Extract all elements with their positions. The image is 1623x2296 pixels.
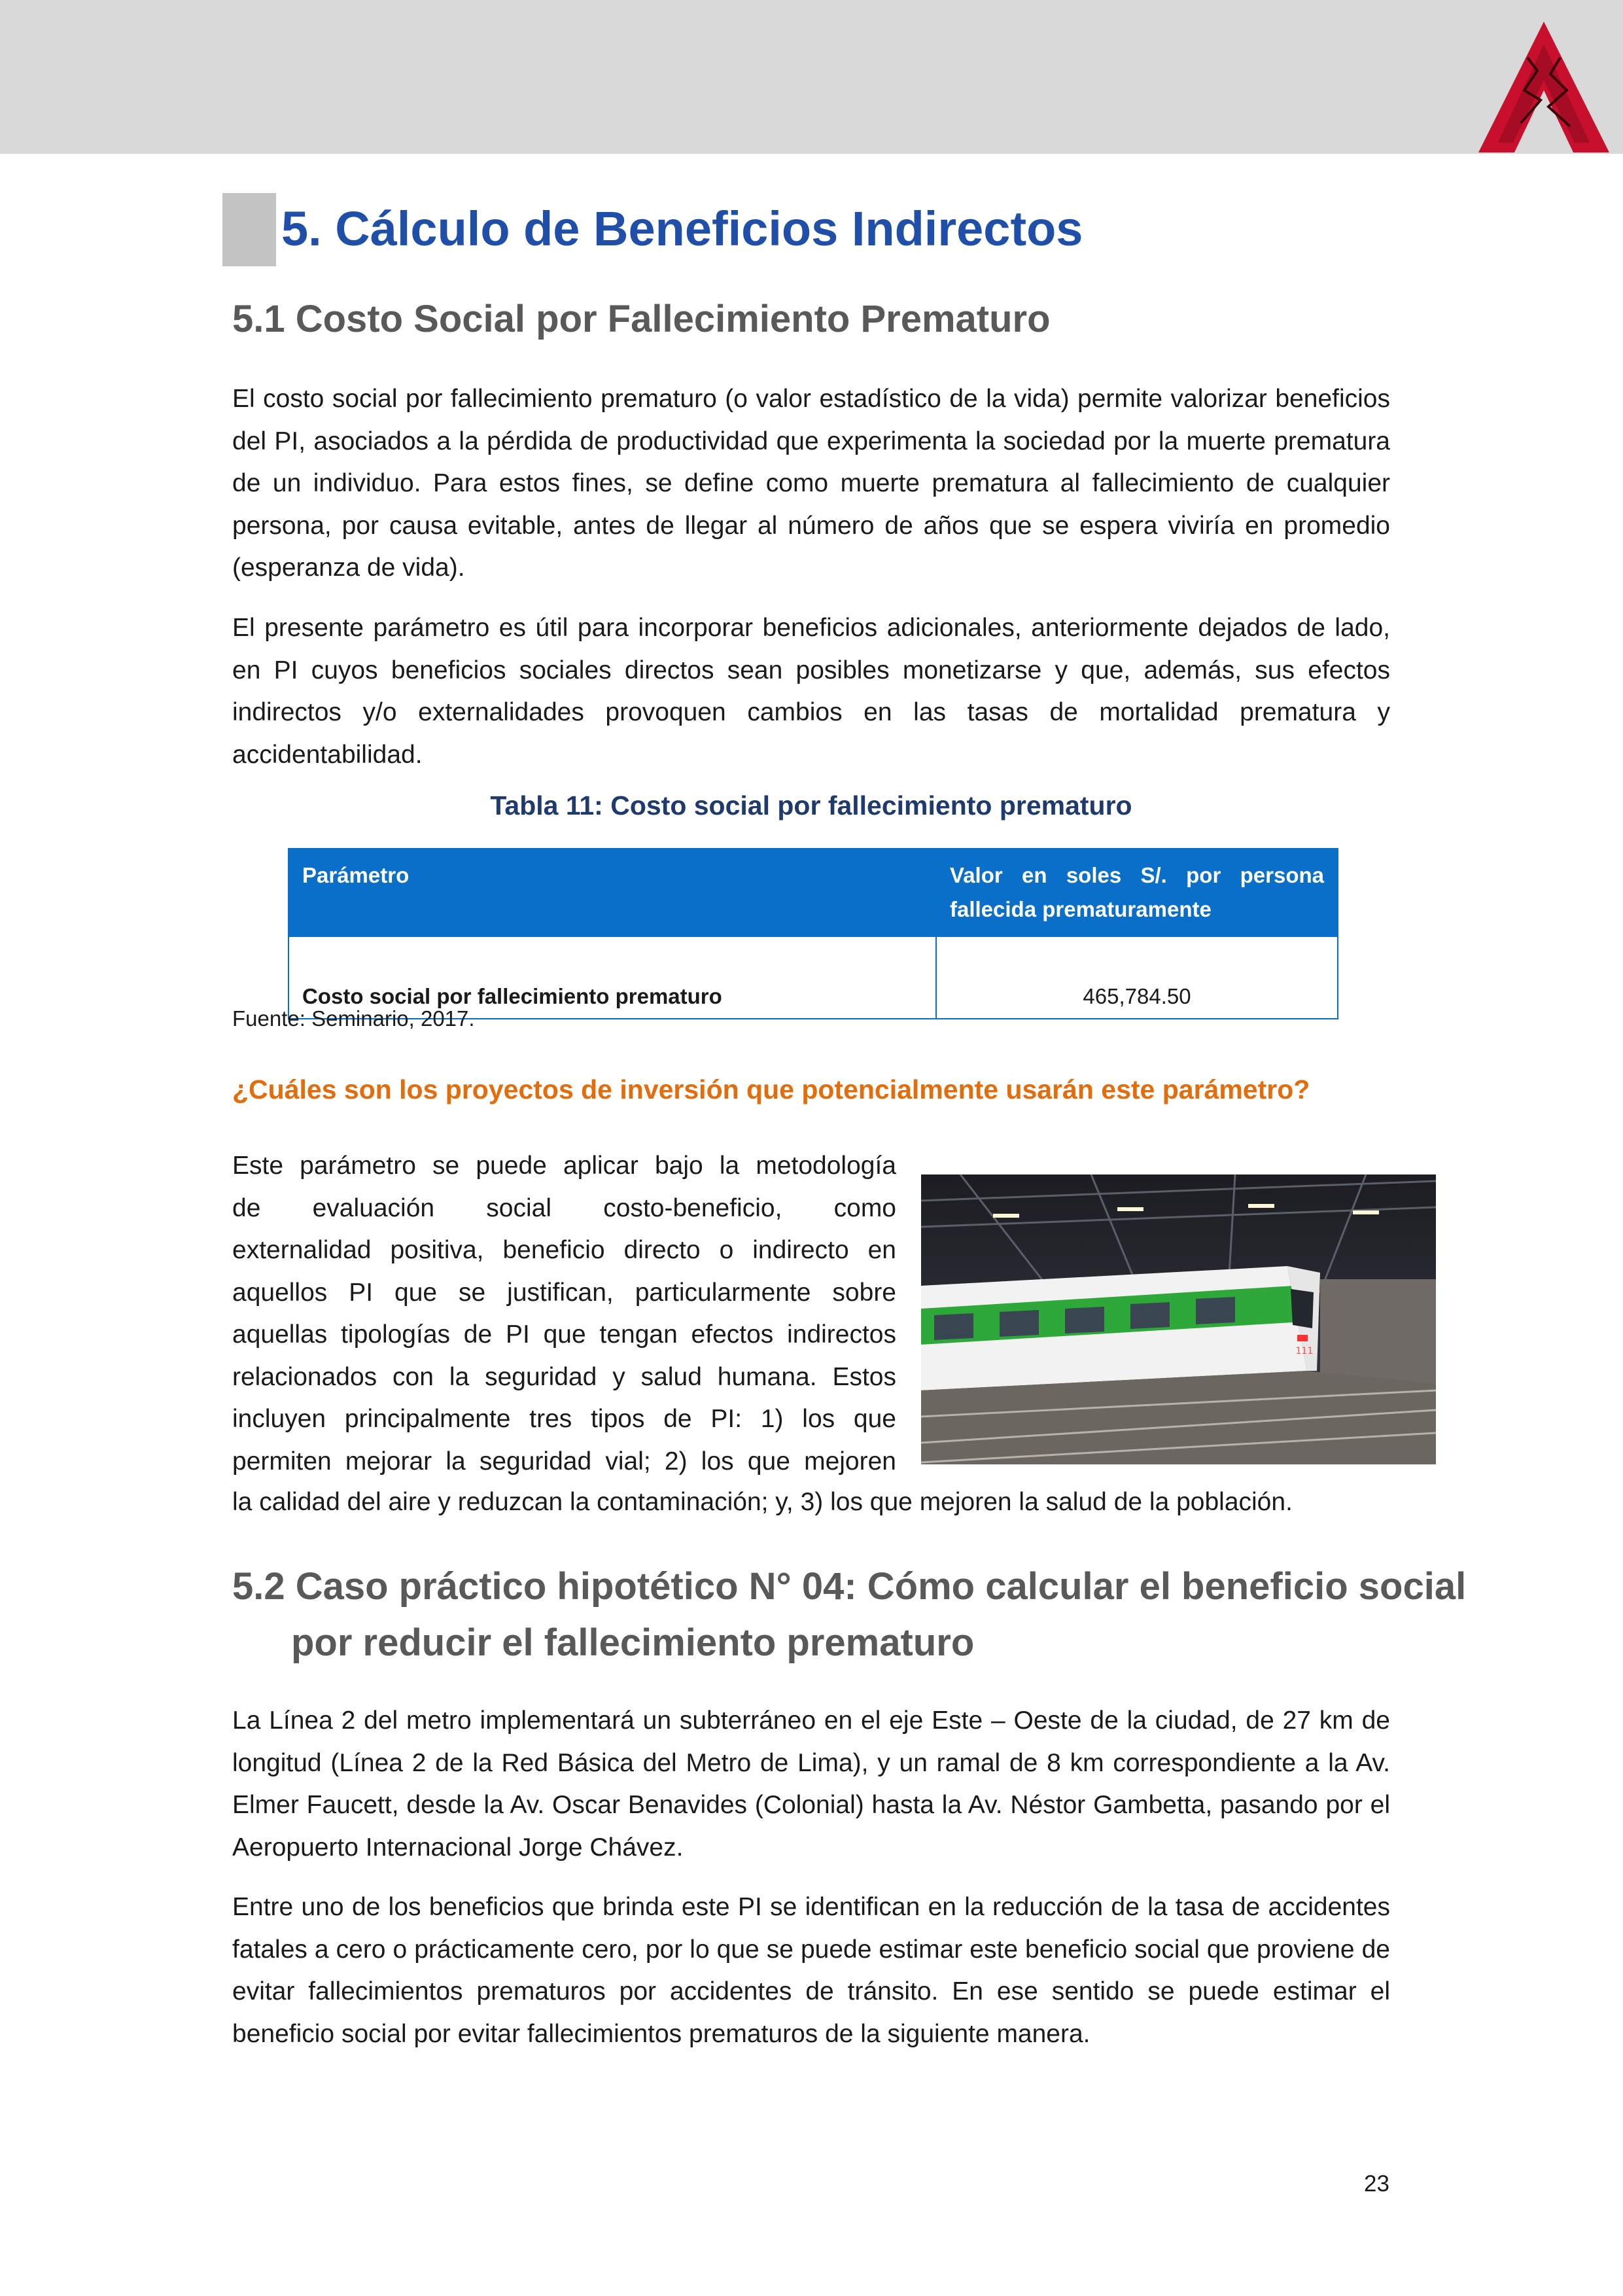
parameter-table — [288, 848, 1338, 1019]
paragraph-line: externalidad positiva, beneficio directo o indirecto en — [232, 1236, 896, 1264]
wrapped-paragraph — [232, 1145, 896, 1483]
triangle-logo-icon — [1475, 18, 1613, 156]
train-number: 111 — [1295, 1346, 1314, 1356]
table-source: Fuente: Seminario, 2017. — [232, 1006, 475, 1031]
table-cell: Costo social por fallecimiento prematuro — [288, 936, 936, 1019]
subsection-title: 5.1 Costo Social por Fallecimiento Prematuro — [232, 298, 1051, 340]
paragraph: El costo social por fallecimiento prematuro (o valor estadístico de la vida) permite valorizar beneficios del PI, asociados a la pérdida de productividad que experimenta la sociedad por la muerte prematura de un individuo. Para estos fines, se define como muerte prematura al fallecimiento de cualquier persona, por causa evitable, antes de llegar al número de años que se espera viviría en promedio (esperanza de vida). — [232, 385, 1390, 582]
table-header-row — [288, 849, 1338, 936]
paragraph-line: de evaluación social costo-beneficio, como — [232, 1193, 896, 1222]
column-header: Parámetro — [288, 849, 936, 936]
section-title-marker — [222, 193, 276, 266]
paragraph-line: incluyen principalmente tres tipos de PI: 1) los que — [232, 1405, 896, 1433]
paragraph-line: la calidad del aire y reduzcan la contaminación; y, 3) los que mejoren la salud de la población. — [232, 1488, 1293, 1516]
page-number: 23 — [1364, 2171, 1389, 2197]
paragraph: Entre uno de los beneficios que brinda este PI se identifican en la reducción de la tasa de accidentes fatales a cero o prácticamente cero, por lo que se puede estimar este beneficio social que proviene de evitar fallecimientos prematuros por accidentes de tránsito. En ese sentido se puede estimar el beneficio social por evitar fallecimientos prematuros de la siguiente manera. — [232, 1893, 1390, 2048]
table-caption: Tabla 11: Costo social por fallecimiento prematuro — [490, 790, 1132, 821]
question-heading: ¿Cuáles son los proyectos de inversión que potencialmente usarán este parámetro? — [232, 1074, 1310, 1104]
metro-train-photo — [921, 1174, 1436, 1464]
paragraph-line: aquellos PI que se justifican, particularmente sobre — [232, 1278, 896, 1307]
paragraph-line: Este parámetro se puede aplicar bajo la metodología — [232, 1152, 896, 1180]
subsection-title-continued: por reducir el fallecimiento prematuro — [291, 1621, 975, 1664]
paragraph: La Línea 2 del metro implementará un subterráneo en el eje Este – Oeste de la ciudad, de 27 km de longitud (Línea 2 de la Red Básica del Metro de Lima), y un ramal de 8 km correspondiente a la Av. Elmer Faucett, desde la Av. Oscar Benavides (Colonial) hasta la Av. Néstor Gambetta, pasando por el Aeropuerto Internacional Jorge Chávez. — [232, 1706, 1390, 1862]
paragraph-line: permiten mejorar la seguridad vial; 2) los que mejoren — [232, 1447, 896, 1475]
section-title: 5. Cálculo de Beneficios Indirectos — [281, 202, 1083, 256]
paragraph-line: aquellas tipologías de PI que tengan efectos indirectos — [232, 1320, 896, 1349]
subsection-title: 5.2 Caso práctico hipotético N° 04: Cómo calcular el beneficio social — [232, 1565, 1467, 1608]
page-header-band — [0, 0, 1623, 154]
paragraph: El presente parámetro es útil para incorporar beneficios adicionales, anteriormente dejados de lado, en PI cuyos beneficios sociales directos sean posibles monetizarse y que, además, sus efectos indirectos y/o externalidades provoquen cambios en las tasas de mortalidad prematura y accidentabilidad. — [232, 614, 1390, 769]
column-header: Valor en soles S/. por persona fallecida prematuramente — [936, 849, 1338, 936]
paragraph-line: relacionados con la seguridad y salud humana. Estos — [232, 1362, 896, 1391]
table-cell: 465,784.50 — [936, 936, 1338, 1019]
